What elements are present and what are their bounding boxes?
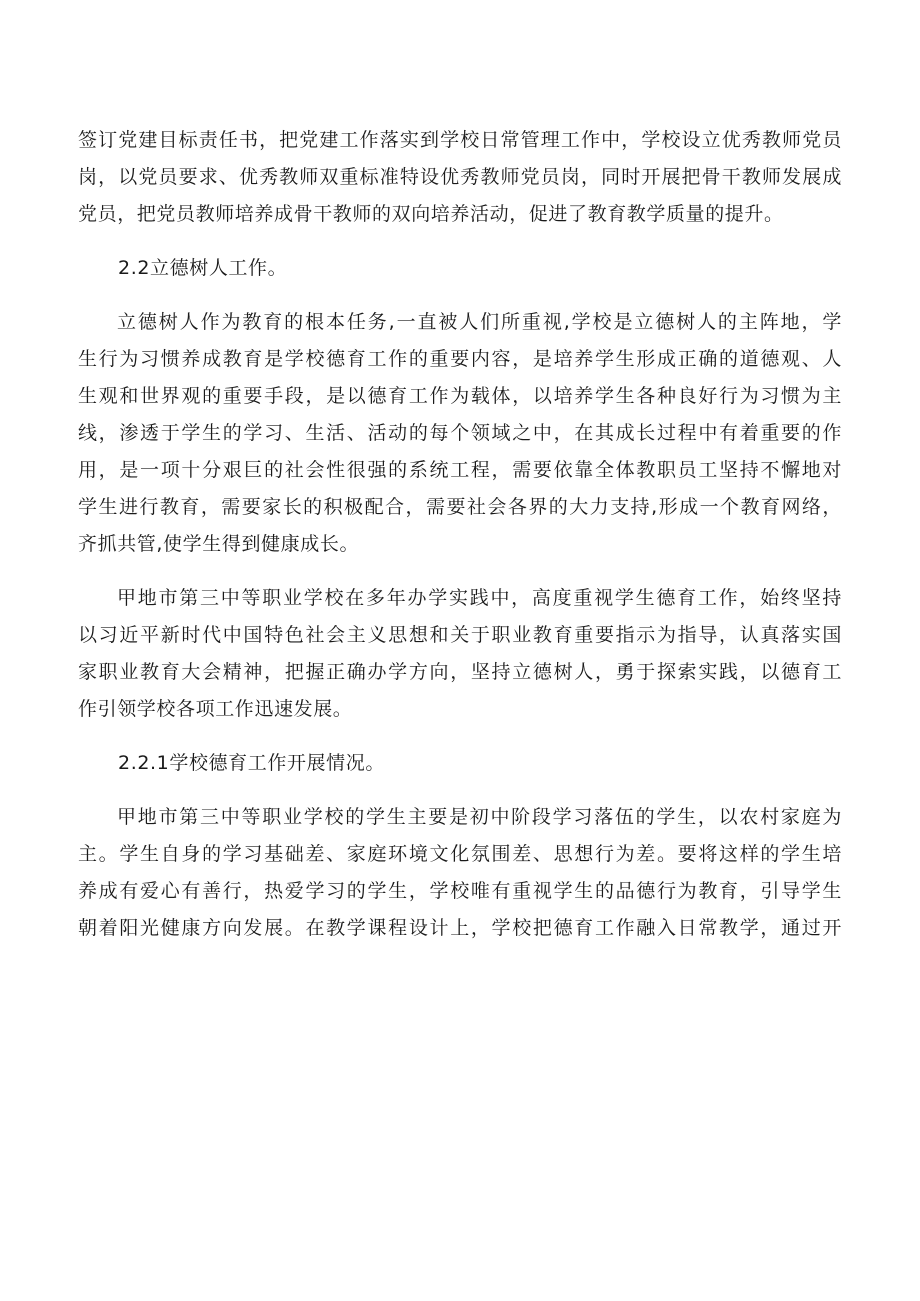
text-line: 家职业教育大会精神，把握正确办学方向，坚持立德树人，勇于探索实践，以德育工 (78, 661, 842, 683)
text-line: 朝着阳光健康方向发展。在教学课程设计上，学校把德育工作融入日常教学，通过开 (78, 917, 842, 939)
text-line: 作引领学校各项工作迅速发展。 (78, 698, 353, 720)
text-line: 党员，把党员教师培养成骨干教师的双向培养活动，促进了教育教学质量的提升。 (78, 203, 784, 225)
section-heading-2-2: 2.2立德树人工作。 (118, 257, 288, 279)
text-line: 齐抓共管,使学生得到健康成长。 (78, 533, 360, 555)
text-line: 生行为习惯养成教育是学校德育工作的重要内容，是培养学生形成正确的道德观、人 (78, 348, 842, 370)
paragraph-school-practice (78, 580, 842, 728)
text-line: 线，渗透于学生的学习、生活、活动的每个领域之中，在其成长过程中有着重要的作 (78, 422, 842, 444)
document-body (78, 122, 842, 964)
paragraph-student-situation (78, 799, 842, 947)
text-line: 签订党建目标责任书，把党建工作落实到学校日常管理工作中，学校设立优秀教师党员 (78, 129, 842, 151)
text-line: 以习近平新时代中国特色社会主义思想和关于职业教育重要指示为指导，认真落实国 (78, 624, 842, 646)
section-heading-2-2-1: 2.2.1学校德育工作开展情况。 (118, 752, 385, 774)
text-line: 养成有爱心有善行，热爱学习的学生，学校唯有重视学生的品德行为教育，引导学生 (78, 880, 842, 902)
text-line: 甲地市第三中等职业学校的学生主要是初中阶段学习落伍的学生，以农村家庭为 (117, 806, 842, 828)
text-line: 学生进行教育，需要家长的积极配合，需要社会各界的大力支持,形成一个教育网络， (78, 496, 842, 518)
paragraph-moral-education (78, 304, 842, 563)
paragraph-party-building (78, 122, 842, 233)
text-line: 主。学生自身的学习基础差、家庭环境文化氛围差、思想行为差。要将这样的学生培 (78, 843, 842, 865)
text-line: 岗，以党员要求、优秀教师双重标准特设优秀教师党员岗，同时开展把骨干教师发展成 (78, 166, 842, 188)
text-line: 立德树人作为教育的根本任务,一直被人们所重视,学校是立德树人的主阵地，学 (117, 311, 842, 333)
text-line: 甲地市第三中等职业学校在多年办学实践中，高度重视学生德育工作，始终坚持 (117, 587, 842, 609)
text-line: 生观和世界观的重要手段，是以德育工作为载体，以培养学生各种良好行为习惯为主 (78, 385, 842, 407)
text-line: 用，是一项十分艰巨的社会性很强的系统工程，需要依靠全体教职员工坚持不懈地对 (78, 459, 842, 481)
